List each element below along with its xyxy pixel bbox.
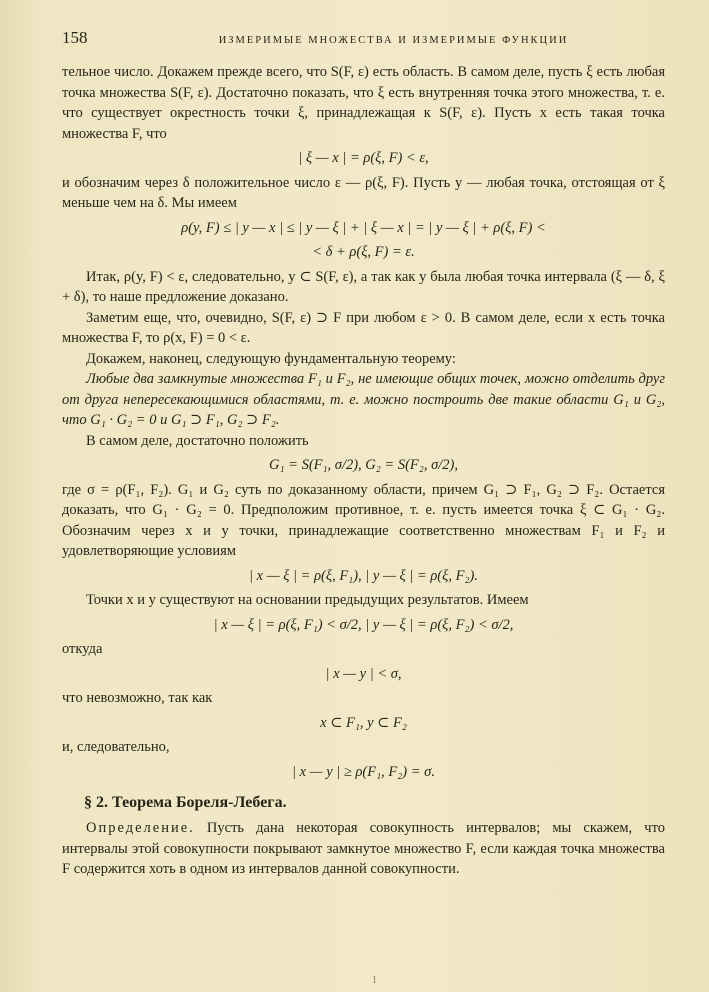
paragraph: Заметим еще, что, очевидно, S(F, ε) ⊃ F при любом ε > 0. В самом деле, если x есть точка множества F, то ρ(x, F) = 0 < ε. [62, 309, 665, 346]
theorem-statement: Любые два замкнутые множества F₁ и F₂, не имеющие общих точек, можно отделить друг от друга непересекающимися областями, т. е. можно построить две такие области G₁ и G₂, что G₁ · G₂ = 0 и G₁ ⊃ F₁, G₂ ⊃ F₂. [62, 371, 665, 428]
paragraph: Точки x и y существуют на основании предыдущих результатов. Имеем [86, 592, 529, 608]
page-header [62, 28, 665, 48]
page-footer-mark: 1 [372, 975, 377, 986]
paragraph: что невозможно, так как [62, 690, 213, 706]
formula: x ⊂ F₁, y ⊂ F₂ [320, 714, 407, 731]
page-body [62, 62, 665, 782]
paragraph: В самом деле, достаточно положить [86, 432, 309, 449]
definition-paragraph [62, 818, 665, 880]
paragraph: и обозначим через δ положительное число ε — ρ(ξ, F). Пусть y — любая точка, отстоящая от ξ меньше чем на δ. Мы имеем [62, 174, 665, 211]
page-number: 158 [62, 28, 88, 47]
paragraph: Докажем, наконец, следующую фундаментальную теорему: [86, 350, 456, 367]
paragraph: где σ = ρ(F₁, F₂). G₁ и G₂ суть по доказанному области, причем G₁ ⊃ F₁, G₂ ⊃ F₂. Остается доказать, что G₁ · G₂ = 0. Предположим противное, т. е. пусть имеется точка ξ ⊂ G₁ · G₂. Обозначим через x и y точки, принадлежащие соответственно множествам F₁ и F₂ и удовлетворяющие условиям [62, 481, 665, 559]
paragraph: откуда [62, 641, 103, 657]
formula: | x — y | < σ, [325, 665, 402, 682]
formula: G₁ = S(F₁, σ/2), G₂ = S(F₂, σ/2), [269, 457, 458, 473]
formula: | x — ξ | = ρ(ξ, F₁) < σ/2, | y — ξ | = ρ(ξ, F₂) < σ/2, [213, 616, 514, 633]
paragraph: Итак, ρ(y, F) < ε, следовательно, y ⊂ S(F, ε), а так как y была любая точка интервала (ξ — δ, ξ + δ), то наше предложение доказано. [62, 268, 665, 305]
section-title: Теорема Бореля-Лебега. [112, 794, 287, 811]
formula: | x — ξ | = ρ(ξ, F₁), | y — ξ | = ρ(ξ, F₂). [249, 567, 478, 584]
definition-term: Определение. [86, 820, 195, 836]
definition-text: Пусть дана некоторая совокупность интервалов; мы скажем, что интервалы этой совокупности покрывают замкнутое множество F, если каждая точка множества F содержится хоть в одном из интервалов данной совокупности. [62, 820, 665, 877]
paragraph: тельное число. Докажем прежде всего, что S(F, ε) есть область. В самом деле, пусть ξ есть любая точка множества S(F, ε). Достаточно показать, что ξ есть внутренняя точка этого множества, т. е. что существует окрестность точки ξ, принадлежащая к S(F, ε). Пусть x есть такая точка множества F, что [62, 64, 665, 142]
formula: | x — y | ≥ ρ(F₁, F₂) = σ. [292, 763, 435, 780]
formula: | ξ — x | = ρ(ξ, F) < ε, [298, 150, 429, 166]
paragraph: и, следовательно, [62, 739, 170, 755]
formula: ρ(y, F) ≤ | y — x | ≤ | y — ξ | + | ξ — x | = | y — ξ | + ρ(ξ, F) < [181, 219, 546, 236]
running-head: ИЗМЕРИМЫЕ МНОЖЕСТВА И ИЗМЕРИМЫЕ ФУНКЦИИ [218, 35, 569, 46]
section-heading [84, 794, 665, 812]
section-number: § 2. [84, 794, 108, 811]
formula: < δ + ρ(ξ, F) = ε. [312, 244, 415, 260]
